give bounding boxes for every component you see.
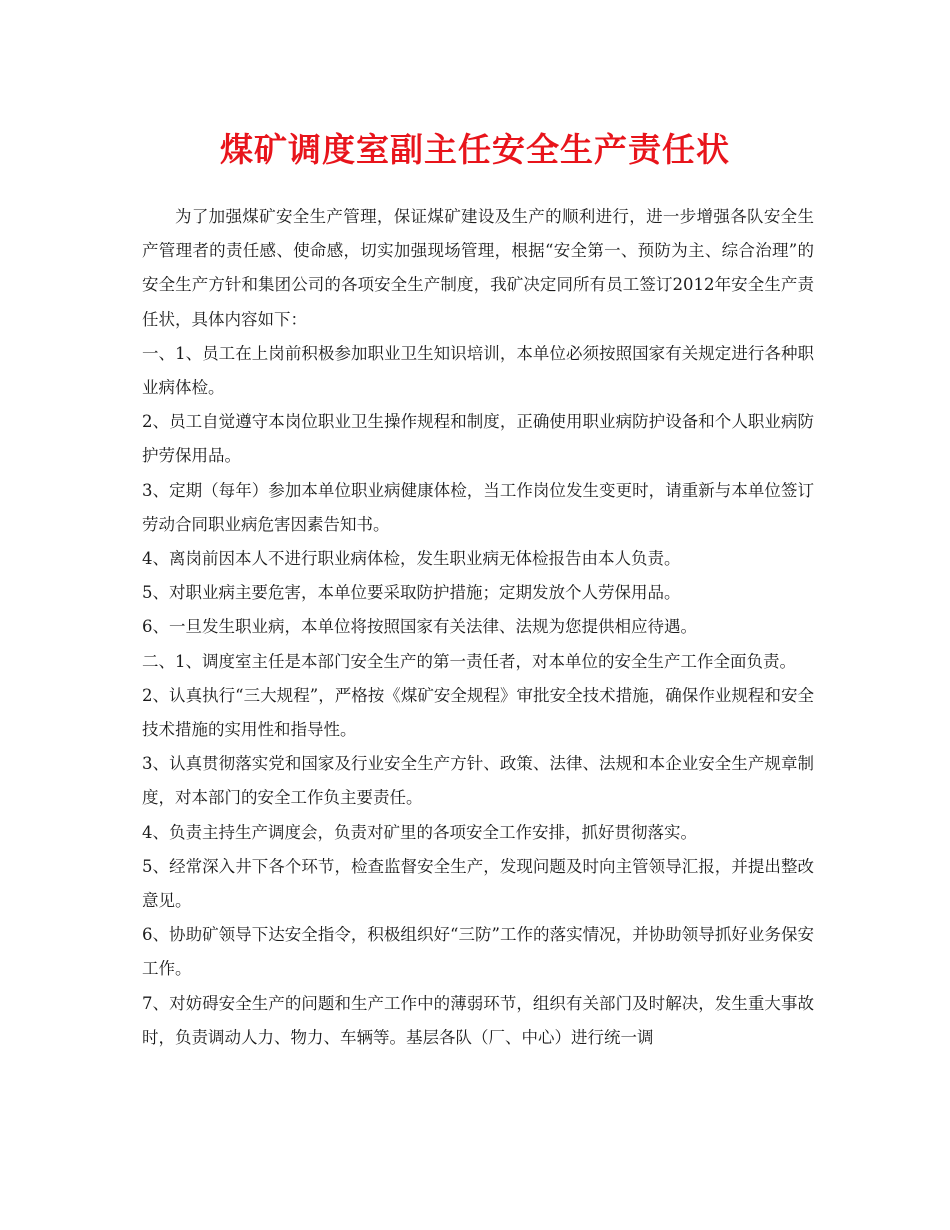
section-1-item-1: 一、1、员工在上岗前积极参加职业卫生知识培训，本单位必须按照国家有关规定进行各种职业病体检。 xyxy=(142,343,814,398)
section-2-item-5: 5、经常深入井下各个环节，检查监督安全生产，发现问题及时向主管领导汇报，并提出整改意见。 xyxy=(142,856,814,911)
document-body xyxy=(142,200,814,1055)
section-2-item-3: 3、认真贯彻落实党和国家及行业安全生产方针、政策、法律、法规和本企业安全生产规章制度，对本部门的安全工作负主要责任。 xyxy=(142,754,814,808)
section-1-item-2: 2、员工自觉遵守本岗位职业卫生操作规程和制度，正确使用职业病防护设备和个人职业病防护劳保用品。 xyxy=(142,412,814,466)
section-2-item-2: 2、认真执行“三大规程”，严格按《煤矿安全规程》审批安全技术措施，确保作业规程和安全技术措施的实用性和指导性。 xyxy=(142,685,814,740)
section-1-item-4: 4、离岗前因本人不进行职业病体检，发生职业病无体检报告由本人负责。 xyxy=(142,549,681,569)
section-1-item-6: 6、一旦发生职业病，本单位将按照国家有关法律、法规为您提供相应待遇。 xyxy=(142,617,697,637)
section-2-item-6: 6、协助矿领导下达安全指令，积极组织好“三防”工作的落实情况，并协助领导抓好业务保安工作。 xyxy=(142,925,814,979)
section-2-item-7: 7、对妨碍安全生产的问题和生产工作中的薄弱环节，组织有关部门及时解决，发生重大事故时，负责调动人力、物力、车辆等。基层各队（厂、中心）进行统一调 xyxy=(142,993,814,1047)
document-title: 煤矿调度室副主任安全生产责任状 xyxy=(220,130,730,169)
section-1-item-3: 3、定期（每年）参加本单位职业病健康体检，当工作岗位发生变更时，请重新与本单位签订劳动合同职业病危害因素告知书。 xyxy=(142,480,814,534)
intro-paragraph: 为了加强煤矿安全生产管理，保证煤矿建设及生产的顺利进行，进一步增强各队安全生产管理者的责任感、使命感，切实加强现场管理，根据“安全第一、预防为主、综合治理”的安全生产方针和集团公司的各项安全生产制度，我矿决定同所有员工签订2012年安全生产责任状，具体内容如下： xyxy=(142,207,814,329)
section-1-item-5: 5、对职业病主要危害，本单位要采取防护措施；定期发放个人劳保用品。 xyxy=(142,583,681,603)
section-2-item-1: 二、1、调度室主任是本部门安全生产的第一责任者，对本单位的安全生产工作全面负责。 xyxy=(142,651,796,671)
section-2-item-4: 4、负责主持生产调度会，负责对矿里的各项安全工作安排，抓好贯彻落实。 xyxy=(142,822,697,842)
